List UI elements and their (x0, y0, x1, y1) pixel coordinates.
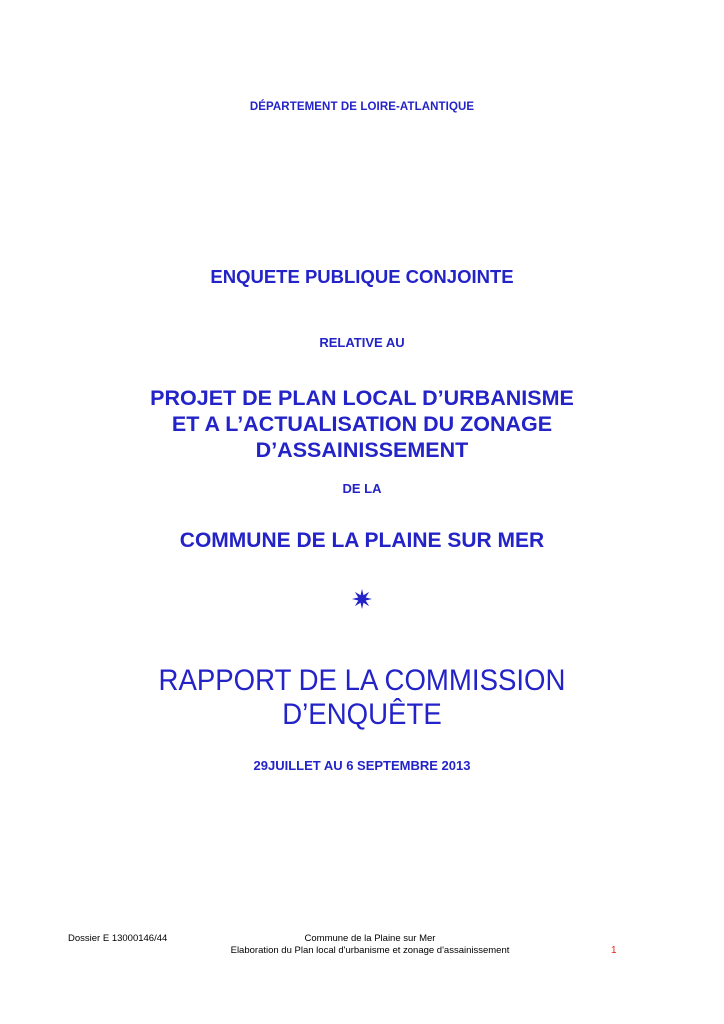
de-la-label: DE LA (342, 481, 382, 496)
footer-dossier: Dossier E 13000146/44 (68, 933, 168, 944)
rapport-title-line: RAPPORT DE LA COMMISSION (158, 664, 566, 697)
commune-title: COMMUNE DE LA PLAINE SUR MER (179, 529, 545, 552)
enquete-title: ENQUETE PUBLIQUE CONJOINTE (210, 266, 514, 287)
footer-center-block (200, 933, 540, 957)
footer-page-number: 1 (611, 945, 617, 956)
rapport-title (29, 664, 695, 732)
projet-title (0, 385, 724, 463)
page-footer (0, 931, 724, 961)
enquete-dates: 29JUILLET AU 6 SEPTEMBRE 2013 (253, 758, 471, 773)
footer-elaboration: Elaboration du Plan local d'urbanisme et zonage d'assainissement (230, 945, 510, 956)
projet-title-line: ET A L’ACTUALISATION DU ZONAGE (171, 412, 553, 436)
footer-commune: Commune de la Plaine sur Mer (304, 933, 436, 944)
relative-au-label: RELATIVE AU (319, 335, 405, 350)
rapport-title-line: D’ENQUÊTE (282, 698, 442, 731)
department-heading: DÉPARTEMENT DE LOIRE-ATLANTIQUE (249, 101, 475, 113)
projet-title-line: PROJET DE PLAN LOCAL D’URBANISME (150, 386, 574, 410)
projet-title-line: D’ASSAINISSEMENT (255, 438, 469, 462)
eight-point-star-icon (352, 589, 372, 609)
